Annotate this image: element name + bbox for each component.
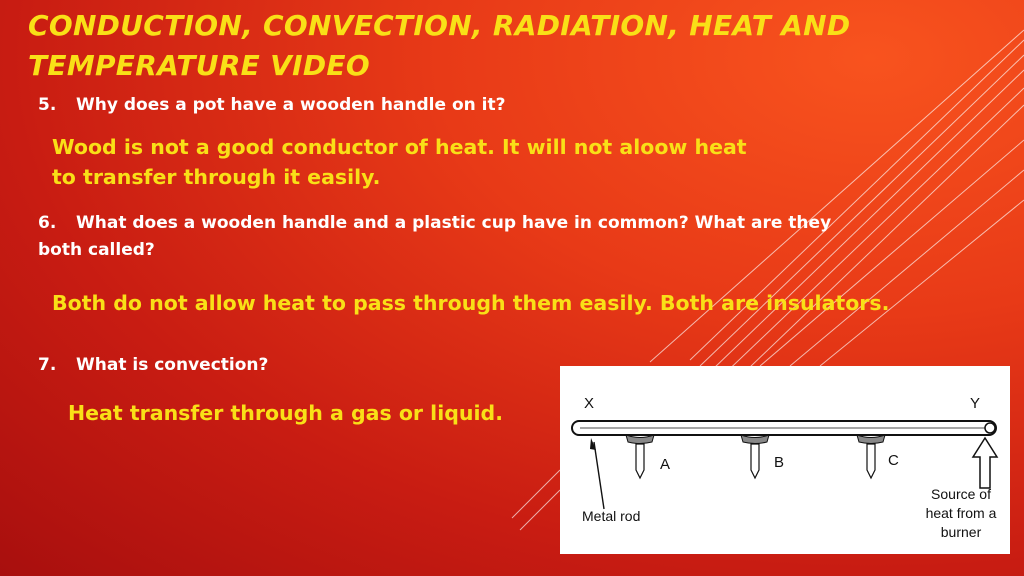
label-y: Y bbox=[970, 395, 981, 412]
answer-5 bbox=[52, 132, 747, 192]
pin-a bbox=[626, 435, 654, 478]
answer-7: Heat transfer through a gas or liquid. bbox=[68, 401, 503, 425]
slide-title bbox=[28, 6, 1024, 86]
label-a: A bbox=[660, 456, 671, 473]
answer-5-line-1: Wood is not a good conductor of heat. It will not aloow heat bbox=[52, 135, 747, 159]
question-6-number: 6. bbox=[38, 213, 57, 233]
source-line-2: heat from a bbox=[925, 505, 997, 521]
label-x: X bbox=[584, 395, 595, 412]
label-c: C bbox=[888, 452, 899, 469]
question-6-text-line-1: What does a wooden handle and a plastic cup have in common? What are they bbox=[76, 213, 832, 233]
source-line-3: burner bbox=[940, 524, 982, 540]
diagram-svg bbox=[560, 366, 1010, 554]
rod-end-y bbox=[985, 423, 995, 433]
metal-rod-pointer bbox=[594, 442, 604, 509]
source-line-1: Source of bbox=[931, 486, 991, 502]
answer-6: Both do not allow heat to pass through them easily. Both are insulators. bbox=[52, 291, 890, 315]
question-6 bbox=[38, 210, 831, 264]
metal-rod-label: Metal rod bbox=[582, 508, 641, 524]
heat-arrow-icon bbox=[973, 438, 997, 488]
question-5-text: Why does a pot have a wooden handle on it? bbox=[76, 95, 506, 115]
answer-5-line-2: to transfer through it easily. bbox=[52, 165, 381, 189]
label-b: B bbox=[774, 454, 785, 471]
question-5 bbox=[38, 92, 505, 119]
slide-title-text: CONDUCTION, CONVECTION, RADIATION, HEAT AND TEMPERATURE VIDEO bbox=[28, 9, 851, 82]
metal-rod-pointer-head bbox=[590, 438, 596, 450]
pin-c bbox=[857, 435, 885, 478]
question-7-text: What is convection? bbox=[76, 355, 269, 375]
metal-rod-diagram bbox=[560, 366, 1010, 554]
question-7 bbox=[38, 352, 268, 379]
question-5-number: 5. bbox=[38, 95, 57, 115]
question-6-text-line-2: both called? bbox=[38, 240, 155, 260]
question-7-number: 7. bbox=[38, 355, 57, 375]
pin-b bbox=[741, 435, 769, 478]
